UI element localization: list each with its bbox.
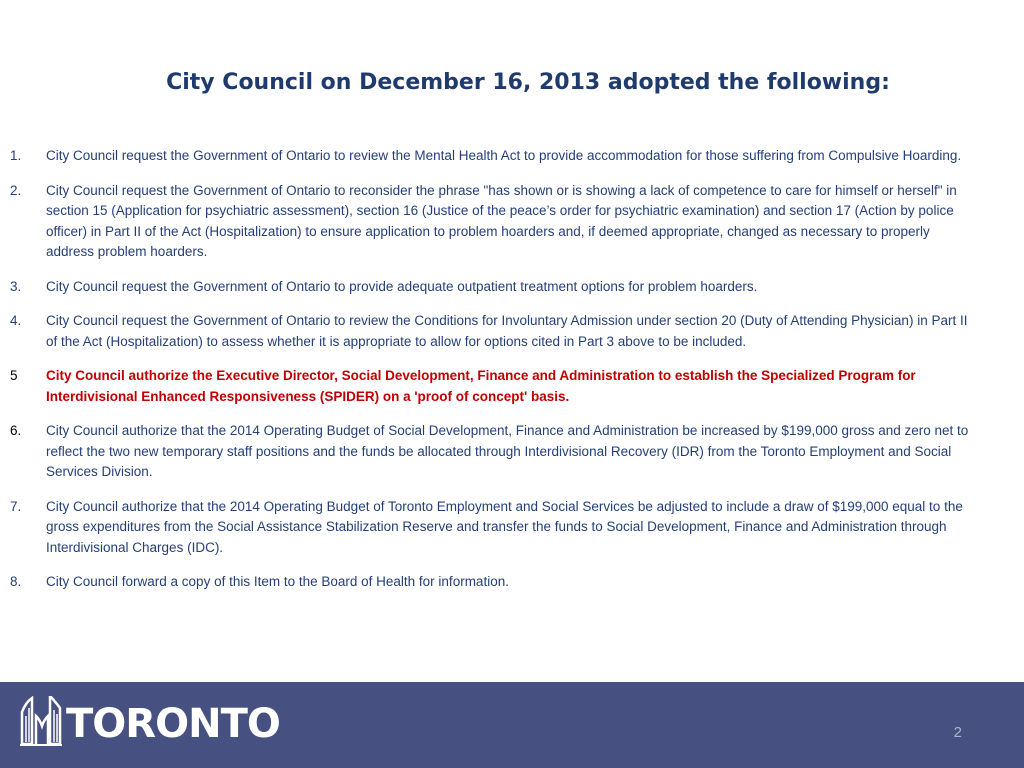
item-text: City Council request the Government of Ontario to provide adequate outpatient treatment options for problem hoarders. bbox=[46, 278, 758, 294]
item-number: 7. bbox=[10, 498, 22, 514]
item-text: City Council request the Government of Ontario to reconsider the phrase "has shown or is showing a lack of competence to care for himself or herself" in section 15 (Application for psychiatric assessment), section 16 (Justice of the peace’s order for psychiatric examination) and section 17 (Action by police officer) in Part II of the Act (Hospitalization) to ensure application to problem hoarders and, if deemed appropriate, changed as necessary to properly address problem hoarders. bbox=[46, 182, 957, 259]
logo-text: TORONTO bbox=[66, 700, 280, 747]
list-item-highlighted bbox=[10, 366, 970, 407]
list-item bbox=[10, 572, 970, 593]
item-number: 8. bbox=[10, 574, 22, 589]
toronto-city-hall-icon bbox=[20, 696, 62, 751]
list-item bbox=[10, 181, 970, 263]
footer-bar bbox=[0, 682, 1024, 768]
item-number: 1. bbox=[10, 148, 22, 163]
slide-title: City Council on December 16, 2013 adopted the following: bbox=[166, 70, 890, 95]
toronto-logo bbox=[20, 696, 280, 751]
item-number: 5 bbox=[10, 368, 18, 383]
list-item bbox=[10, 497, 970, 559]
item-text: City Council authorize that the 2014 Operating Budget of Toronto Employment and Social Services be adjusted to include a draw of $199,000 equal to the gross expenditures from the Social Assistance Stabilization Reserve and transfer the funds to Social Development, Finance and Administration through Interdivisional Charges (IDC). bbox=[46, 498, 963, 555]
item-number: 6. bbox=[10, 423, 22, 438]
list-item bbox=[10, 146, 970, 167]
item-text: City Council authorize that the 2014 Operating Budget of Social Development, Finance and Administration be increased by $199,000 gross and zero net to reflect the two new temporary staff positions and the funds be allocated through Interdivisional Recovery (IDR) from the Toronto Employment and Social Services Division. bbox=[46, 423, 969, 479]
item-text: City Council authorize the Executive Director, Social Development, Finance and Administration to establish the Specialized Program for Interdivisional Enhanced Responsiveness (SPIDER) on a 'proof of concept' basis. bbox=[46, 368, 916, 404]
item-text: City Council forward a copy of this Item to the Board of Health for information. bbox=[46, 574, 509, 589]
item-number: 4. bbox=[10, 313, 22, 328]
list-item bbox=[10, 421, 970, 483]
page-number: 2 bbox=[953, 724, 962, 741]
item-number: 3. bbox=[10, 278, 22, 294]
resolution-list bbox=[10, 146, 970, 607]
item-text: City Council request the Government of Ontario to review the Conditions for Involuntary Admission under section 20 (Duty of Attending Physician) in Part II of the Act (Hospitalization) to assess whether it is appropriate to allow for options cited in Part 3 above to be included. bbox=[46, 313, 968, 349]
list-item bbox=[10, 277, 970, 298]
item-number: 2. bbox=[10, 182, 22, 198]
list-item bbox=[10, 311, 970, 352]
item-text: City Council request the Government of Ontario to review the Mental Health Act to provide accommodation for those suffering from Compulsive Hoarding. bbox=[46, 148, 962, 163]
